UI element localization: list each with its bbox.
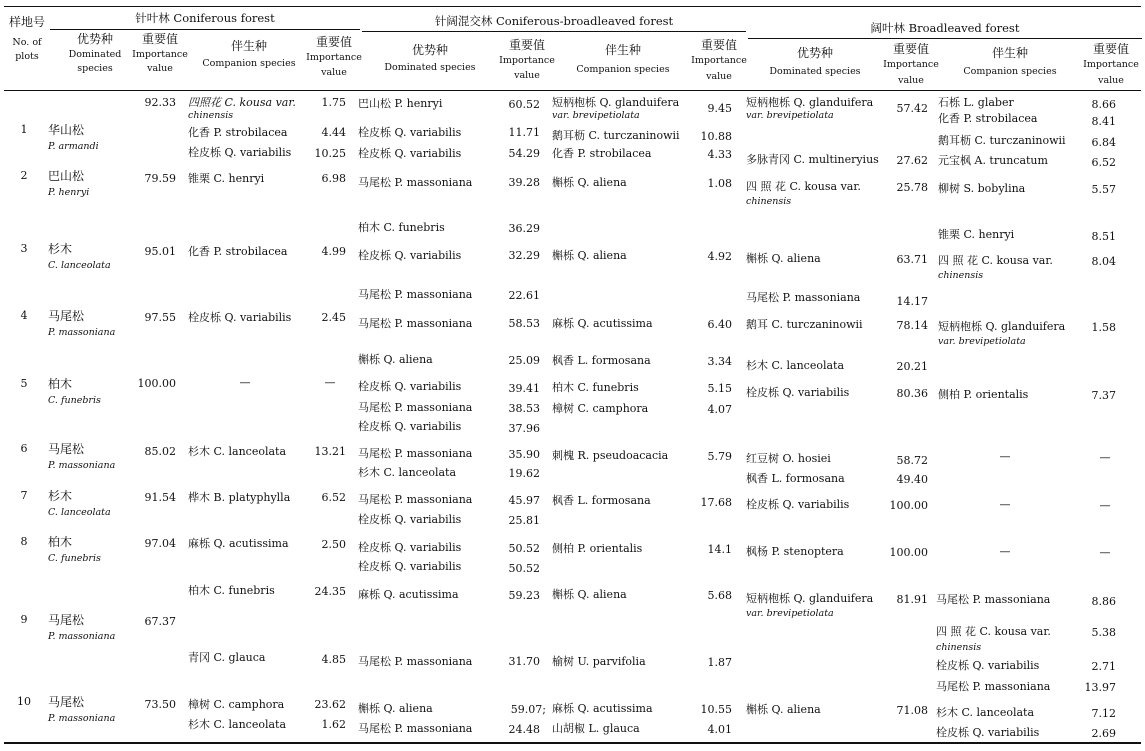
- br-dom-iv: 58.72: [896, 454, 928, 467]
- br-dom-name: 栓皮栎 Q. variabilis: [746, 498, 850, 511]
- br-comp-name: 马尾松 P. massoniana: [936, 680, 1051, 693]
- con-comp-name: 桦木 B. platyphylla: [188, 491, 291, 504]
- con-iv-en-1: Importance: [132, 49, 188, 60]
- group-coniferous: 针叶林 Coniferous forest: [135, 11, 275, 25]
- mix-dom-name: 柏木 C. funebris: [358, 221, 445, 234]
- top-rule: [4, 6, 1141, 7]
- mix-dom-iv: 37.96: [508, 422, 540, 435]
- plot-no: 9: [20, 613, 28, 626]
- con-comp-iv: 6.52: [321, 491, 346, 504]
- br-comp-iv: 1.58: [1091, 321, 1116, 334]
- br-comp-name: 短柄枹栎 Q. glanduifera: [938, 320, 1066, 333]
- br-comp-name-2: chinensis: [936, 642, 982, 653]
- plot-dom-zh: 杉木: [48, 242, 73, 256]
- plot-no: 2: [20, 169, 28, 182]
- mix-dom-name: 栓皮栎 Q. variabilis: [358, 249, 462, 262]
- plot-dom-en: P. henryi: [48, 187, 90, 198]
- plot-dom-en: C. lanceolata: [48, 260, 111, 271]
- header-plot-no-en-2: plots: [15, 51, 39, 62]
- con-dom-iv: 95.01: [144, 245, 176, 258]
- con-comp-iv: 4.85: [321, 653, 346, 666]
- mix-comp-name: 枫香 L. formosana: [552, 354, 651, 367]
- br-comp-iv-en-2: value: [1098, 75, 1124, 86]
- con-comp-name: 杉木 C. lanceolata: [188, 445, 287, 458]
- br-dom-name: 栓皮栎 Q. variabilis: [746, 386, 850, 399]
- mix-iv-zh: 重要值: [508, 38, 545, 52]
- con-dom-iv: 67.37: [144, 615, 176, 628]
- plot-no: 3: [20, 242, 28, 255]
- br-dom-iv: 14.17: [896, 295, 928, 308]
- plot-no: 1: [20, 123, 28, 136]
- con-comp-iv-zh: 重要值: [315, 35, 352, 49]
- mix-comp-name: 枫香 L. formosana: [552, 494, 651, 507]
- mix-dom-name: 栓皮栎 Q. variabilis: [358, 560, 462, 573]
- mix-comp-iv: 14.1: [707, 543, 732, 556]
- plot-no: 6: [20, 442, 28, 455]
- br-comp-name: 四 照 花 C. kousa var.: [936, 625, 1051, 638]
- con-comp-iv: —: [324, 376, 336, 389]
- br-dom-iv: 100.00: [889, 499, 928, 512]
- plot-no: 8: [20, 535, 28, 548]
- con-comp-iv: 1.75: [321, 96, 346, 109]
- mix-comp-name: 麻栎 Q. acutissima: [552, 702, 653, 715]
- con-comp-en: Companion species: [202, 58, 296, 69]
- mix-dom-name: 马尾松 P. massoniana: [358, 493, 473, 506]
- br-dom-iv: 81.91: [896, 593, 928, 606]
- plot-dom-zh: 柏木: [48, 535, 73, 549]
- br-dom-iv: 57.42: [896, 102, 928, 115]
- mix-dom-iv: 32.29: [508, 249, 540, 262]
- mix-dom-iv: 50.52: [508, 542, 540, 555]
- mix-dom-iv: 39.28: [508, 176, 540, 189]
- mix-dom-name: 马尾松 P. massoniana: [358, 176, 473, 189]
- con-dom-iv: 73.50: [144, 698, 176, 711]
- mix-dom-name: 栓皮栎 Q. variabilis: [358, 380, 462, 393]
- mix-comp-iv: 5.15: [707, 382, 732, 395]
- bottom-rule: [4, 742, 1141, 744]
- mix-dom-iv: 22.61: [508, 289, 540, 302]
- br-comp-name-2: var. brevipetiolata: [938, 336, 1026, 347]
- br-dom-name-2: chinensis: [746, 196, 792, 207]
- br-comp-name: 四 照 花 C. kousa var.: [938, 254, 1053, 267]
- plot-no: 10: [17, 695, 31, 708]
- plot-dom-zh: 马尾松: [48, 613, 85, 627]
- mix-dom-name: 马尾松 P. massoniana: [358, 655, 473, 668]
- mix-comp-iv: 10.55: [700, 703, 732, 716]
- br-comp-iv: 7.12: [1091, 707, 1116, 720]
- mix-dom-name: 马尾松 P. massoniana: [358, 401, 473, 414]
- br-comp-name: —: [999, 545, 1011, 558]
- br-comp-name-2: chinensis: [938, 270, 984, 281]
- mix-dom-name: 马尾松 P. massoniana: [358, 317, 473, 330]
- mix-comp-iv: 5.68: [707, 589, 732, 602]
- con-comp-name: 麻栎 Q. acutissima: [188, 537, 289, 550]
- br-comp-iv: 8.66: [1091, 98, 1116, 111]
- br-comp-iv: 2.69: [1091, 727, 1116, 740]
- con-comp-iv: 24.35: [314, 585, 346, 598]
- header-plot-no-en-1: No. of: [12, 37, 42, 48]
- plot-dom-zh: 马尾松: [48, 309, 85, 323]
- br-iv-zh: 重要值: [892, 42, 929, 56]
- con-comp-iv-en-1: Importance: [306, 52, 362, 63]
- mix-dom-iv: 59.07;: [510, 703, 546, 716]
- con-dom-iv: 92.33: [144, 96, 176, 109]
- mix-comp-iv: 4.01: [707, 723, 732, 736]
- plot-dom-zh: 马尾松: [48, 695, 85, 709]
- br-comp-name: —: [999, 450, 1011, 463]
- plot-dom-zh: 马尾松: [48, 442, 85, 456]
- group-rule-mixed: [362, 31, 746, 32]
- con-comp-name: 柏木 C. funebris: [188, 584, 275, 597]
- con-dom-en-2: species: [77, 63, 113, 74]
- br-comp-iv: 13.97: [1084, 681, 1116, 694]
- con-comp-name: 栓皮栎 Q. variabilis: [188, 311, 292, 324]
- mix-comp-iv: 4.33: [707, 148, 732, 161]
- br-dom-iv: 100.00: [889, 546, 928, 559]
- mix-comp-name-2: var. brevipetiolata: [552, 110, 640, 121]
- br-dom-name: 枫香 L. formosana: [746, 472, 845, 485]
- br-dom-name: 槲栎 Q. aliena: [746, 703, 821, 716]
- br-comp-name: 马尾松 P. massoniana: [936, 593, 1051, 606]
- mix-comp-name: 刺槐 R. pseudoacacia: [552, 449, 669, 462]
- br-dom-name: 短柄枹栎 Q. glanduifera: [746, 96, 874, 109]
- br-comp-iv: —: [1099, 546, 1111, 559]
- br-comp-name: 栓皮栎 Q. variabilis: [936, 659, 1040, 672]
- br-comp-name: 鹅耳枥 C. turczaninowii: [938, 134, 1066, 147]
- mix-dom-name: 马尾松 P. massoniana: [358, 288, 473, 301]
- br-dom-iv: 71.08: [896, 704, 928, 717]
- mix-comp-iv: 6.40: [707, 318, 732, 331]
- con-iv-zh: 重要值: [141, 32, 178, 46]
- group-rule-coniferous: [50, 29, 360, 30]
- con-comp-iv: 4.44: [321, 126, 346, 139]
- mix-dom-name: 栓皮栎 Q. variabilis: [358, 513, 462, 526]
- mix-dom-iv: 11.71: [508, 126, 540, 139]
- mix-comp-iv: 1.87: [707, 656, 732, 669]
- br-comp-name: —: [999, 498, 1011, 511]
- br-dom-name: 杉木 C. lanceolata: [746, 359, 845, 372]
- mix-dom-iv: 58.53: [508, 317, 540, 330]
- con-comp-iv: 2.50: [321, 538, 346, 551]
- mix-comp-name: 山胡椒 L. glauca: [552, 722, 640, 735]
- con-dom-iv: 97.55: [144, 311, 176, 324]
- mix-comp-iv: 5.79: [707, 450, 732, 463]
- br-comp-name: 石栎 L. glaber: [938, 96, 1014, 109]
- br-comp-iv: —: [1099, 451, 1111, 464]
- con-comp-name: 化香 P. strobilacea: [188, 126, 288, 139]
- con-comp-name: 青冈 C. glauca: [188, 651, 266, 664]
- mix-dom-iv: 50.52: [508, 562, 540, 575]
- mix-dom-name: 栓皮栎 Q. variabilis: [358, 420, 462, 433]
- br-dom-name: 四 照 花 C. kousa var.: [746, 180, 861, 193]
- br-comp-name: 柳树 S. bobylina: [938, 182, 1026, 195]
- mix-dom-iv: 25.81: [508, 514, 540, 527]
- mix-dom-iv: 54.29: [508, 147, 540, 160]
- br-comp-iv: 2.71: [1091, 660, 1116, 673]
- mix-comp-iv: 9.45: [707, 102, 732, 115]
- mix-dom-name: 马尾松 P. massoniana: [358, 722, 473, 735]
- con-comp-name: 杉木 C. lanceolata: [188, 718, 287, 731]
- mix-comp-iv: 4.92: [707, 250, 732, 263]
- br-dom-iv: 20.21: [896, 360, 928, 373]
- mix-comp-name: 鹅耳枥 C. turczaninowii: [552, 129, 680, 142]
- mix-comp-name: 槲栎 Q. aliena: [552, 588, 627, 601]
- br-comp-iv: 8.04: [1091, 255, 1116, 268]
- mix-comp-name: 麻栎 Q. acutissima: [552, 317, 653, 330]
- plot-dom-zh: 柏木: [48, 377, 73, 391]
- br-dom-en: Dominated species: [769, 66, 861, 77]
- mix-comp-iv-en-1: Importance: [691, 55, 747, 66]
- plot-dom-en: P. massoniana: [48, 460, 116, 471]
- mix-iv-en-1: Importance: [499, 55, 555, 66]
- con-comp-iv: 6.98: [321, 172, 346, 185]
- mix-dom-name: 槲栎 Q. aliena: [358, 702, 433, 715]
- con-dom-iv: 97.04: [144, 537, 176, 550]
- con-comp-iv: 23.62: [314, 698, 346, 711]
- mix-comp-iv: 3.34: [707, 355, 732, 368]
- group-mixed: 针阔混交林 Coniferous-broadleaved forest: [434, 14, 674, 28]
- br-comp-iv: 5.57: [1091, 183, 1116, 196]
- plot-dom-en: C. funebris: [48, 553, 101, 564]
- mix-comp-iv-zh: 重要值: [700, 38, 737, 52]
- br-dom-iv: 49.40: [896, 473, 928, 486]
- mix-dom-name: 麻栎 Q. acutissima: [358, 588, 459, 601]
- mix-comp-name: 槲栎 Q. aliena: [552, 176, 627, 189]
- br-comp-iv-en-1: Importance: [1083, 59, 1139, 70]
- mix-comp-name: 柏木 C. funebris: [552, 381, 639, 394]
- mix-dom-name: 马尾松 P. massoniana: [358, 447, 473, 460]
- mix-dom-iv: 38.53: [508, 402, 540, 415]
- con-dom-zh: 优势种: [76, 32, 113, 46]
- br-comp-iv: 8.41: [1091, 115, 1116, 128]
- br-iv-en-1: Importance: [883, 59, 939, 70]
- mix-comp-zh: 伴生种: [604, 43, 641, 57]
- br-dom-name-2: var. brevipetiolata: [746, 110, 834, 121]
- br-comp-iv: 6.52: [1091, 156, 1116, 169]
- group-rule-broad: [748, 38, 1142, 39]
- plot-dom-en: P. massoniana: [48, 631, 116, 642]
- con-comp-iv: 2.45: [321, 311, 346, 324]
- mix-dom-iv: 31.70: [508, 655, 540, 668]
- br-comp-name: 元宝枫 A. truncatum: [938, 154, 1048, 167]
- br-dom-name: 槲栎 Q. aliena: [746, 252, 821, 265]
- mix-dom-name: 栓皮栎 Q. variabilis: [358, 541, 462, 554]
- br-comp-name: 化香 P. strobilacea: [938, 112, 1038, 125]
- mix-dom-iv: 39.41: [508, 382, 540, 395]
- br-comp-iv: —: [1099, 499, 1111, 512]
- br-dom-zh: 优势种: [796, 46, 833, 60]
- con-comp-name: 四照花 C. kousa var.: [188, 96, 296, 109]
- plot-dom-zh: 巴山松: [48, 169, 85, 183]
- plot-dom-en: P. massoniana: [48, 713, 116, 724]
- mix-dom-iv: 45.97: [508, 494, 540, 507]
- br-dom-name: 鹅耳 C. turczaninowii: [746, 318, 863, 331]
- con-comp-iv-en-2: value: [321, 67, 347, 78]
- mix-dom-zh: 优势种: [411, 43, 448, 57]
- br-iv-en-2: value: [898, 75, 924, 86]
- br-dom-iv: 63.71: [896, 253, 928, 266]
- mix-dom-iv: 25.09: [508, 354, 540, 367]
- br-comp-iv: 8.86: [1091, 595, 1116, 608]
- br-comp-iv: 7.37: [1091, 389, 1116, 402]
- con-dom-iv: 79.59: [144, 172, 176, 185]
- con-dom-iv: 85.02: [144, 445, 176, 458]
- br-dom-iv: 80.36: [896, 387, 928, 400]
- mix-dom-name: 栓皮栎 Q. variabilis: [358, 126, 462, 139]
- br-comp-iv: 6.84: [1091, 136, 1116, 149]
- br-comp-iv: 8.51: [1091, 230, 1116, 243]
- mix-comp-iv: 1.08: [707, 177, 732, 190]
- plot-dom-en: C. lanceolata: [48, 507, 111, 518]
- con-comp-name: 栓皮栎 Q. variabilis: [188, 146, 292, 159]
- mix-dom-iv: 35.90: [508, 448, 540, 461]
- mix-comp-name: 樟树 C. camphora: [552, 402, 649, 415]
- mix-dom-iv: 60.52: [508, 98, 540, 111]
- br-comp-name: 杉木 C. lanceolata: [936, 706, 1035, 719]
- con-iv-en-2: value: [147, 63, 173, 74]
- con-comp-iv: 10.25: [314, 147, 346, 160]
- br-dom-iv: 27.62: [896, 154, 928, 167]
- con-comp-name: 锥栗 C. henryi: [188, 172, 265, 185]
- plot-dom-zh: 杉木: [48, 489, 73, 503]
- plot-no: 5: [20, 377, 28, 390]
- mix-dom-iv: 36.29: [508, 222, 540, 235]
- mix-comp-name: 短柄枹栎 Q. glanduifera: [552, 96, 680, 109]
- mix-comp-name: 榆树 U. parvifolia: [552, 655, 646, 668]
- mix-dom-name: 栓皮栎 Q. variabilis: [358, 147, 462, 160]
- plot-dom-zh: 华山松: [48, 123, 85, 137]
- br-dom-name: 红豆树 O. hosiei: [746, 452, 831, 465]
- group-broad: 阔叶林 Broadleaved forest: [870, 21, 1020, 35]
- br-dom-name: 马尾松 P. massoniana: [746, 291, 861, 304]
- br-comp-en: Companion species: [963, 66, 1057, 77]
- plot-no: 7: [20, 489, 28, 502]
- br-comp-name: 栓皮栎 Q. variabilis: [936, 726, 1040, 739]
- con-comp-name-2: chinensis: [188, 110, 234, 121]
- mix-comp-iv: 10.88: [700, 130, 732, 143]
- mix-comp-name: 化香 P. strobilacea: [552, 147, 652, 160]
- br-dom-iv: 25.78: [896, 181, 928, 194]
- con-dom-iv: 91.54: [144, 491, 176, 504]
- mix-dom-iv: 19.62: [508, 467, 540, 480]
- br-dom-iv: 78.14: [896, 319, 928, 332]
- plot-no: 4: [20, 309, 28, 322]
- mix-comp-name: 侧柏 P. orientalis: [552, 542, 643, 555]
- mix-iv-en-2: value: [514, 70, 540, 81]
- header-plot-no-zh: 样地号: [8, 15, 45, 29]
- mix-dom-en: Dominated species: [384, 62, 476, 73]
- header-rule: [4, 90, 1141, 91]
- con-comp-name: 化香 P. strobilacea: [188, 245, 288, 258]
- mix-dom-name: 杉木 C. lanceolata: [358, 466, 457, 479]
- con-dom-en-1: Dominated: [68, 49, 122, 60]
- con-comp-name: —: [239, 376, 251, 389]
- mix-dom-name: 槲栎 Q. aliena: [358, 353, 433, 366]
- mix-dom-iv: 24.48: [508, 723, 540, 736]
- br-dom-name: 短柄枹栎 Q. glanduifera: [746, 592, 874, 605]
- br-dom-name-2: var. brevipetiolata: [746, 608, 834, 619]
- plot-dom-en: C. funebris: [48, 395, 101, 406]
- br-comp-iv-zh: 重要值: [1092, 42, 1129, 56]
- plot-dom-en: P. armandi: [48, 141, 99, 152]
- plot-dom-en: P. massoniana: [48, 327, 116, 338]
- mix-comp-name: 槲栎 Q. aliena: [552, 249, 627, 262]
- mix-comp-en: Companion species: [576, 64, 670, 75]
- br-comp-iv: 5.38: [1091, 626, 1116, 639]
- mix-dom-name: 巴山松 P. henryi: [358, 97, 443, 110]
- br-comp-zh: 伴生种: [991, 46, 1028, 60]
- con-comp-iv: 4.99: [321, 245, 346, 258]
- con-comp-iv: 1.62: [321, 718, 346, 731]
- br-comp-name: 侧柏 P. orientalis: [938, 388, 1029, 401]
- br-comp-name: 锥栗 C. henryi: [938, 228, 1015, 241]
- con-comp-name: 樟树 C. camphora: [188, 698, 285, 711]
- con-comp-zh: 伴生种: [230, 39, 267, 53]
- mix-dom-iv: 59.23: [508, 589, 540, 602]
- con-dom-iv: 100.00: [137, 377, 176, 390]
- mix-comp-iv: 17.68: [700, 496, 732, 509]
- mix-comp-iv: 4.07: [707, 403, 732, 416]
- br-dom-name: 枫杨 P. stenoptera: [746, 545, 844, 558]
- con-comp-iv: 13.21: [314, 445, 346, 458]
- mix-comp-iv-en-2: value: [706, 71, 732, 82]
- br-dom-name: 多脉青冈 C. multineryius: [746, 153, 879, 166]
